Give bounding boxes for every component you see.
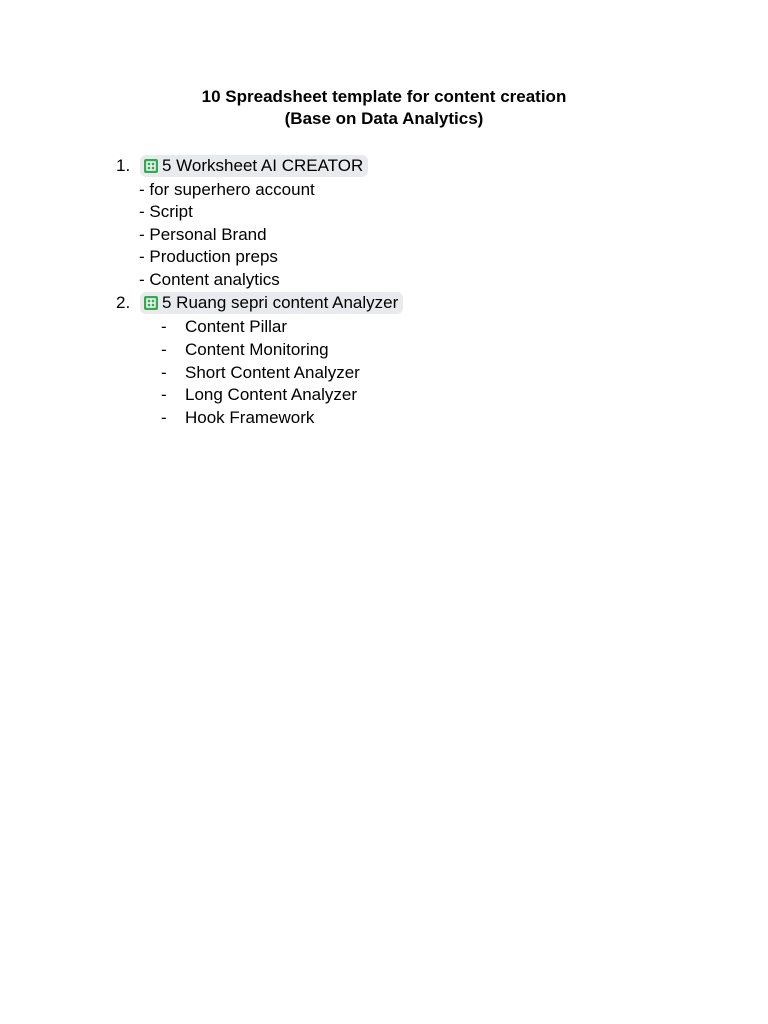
google-sheets-icon [144, 296, 158, 310]
sub-list-bullet: - [161, 340, 167, 359]
list-item-1-line: - Personal Brand [139, 225, 267, 244]
document-title [0, 86, 768, 130]
list-item-1 [116, 154, 368, 178]
sub-list-bullet: - [161, 385, 167, 404]
sub-list-bullet: - [161, 363, 167, 382]
list-item-2 [116, 291, 403, 315]
sub-list-text: Content Monitoring [185, 340, 329, 359]
sub-list-text: Short Content Analyzer [185, 363, 360, 382]
sub-list-text: Hook Framework [185, 408, 315, 427]
title-line-1: 10 Spreadsheet template for content creation [201, 87, 567, 106]
list-item-1-line: - Production preps [139, 247, 278, 266]
file-chip-worksheet-ai-creator[interactable] [140, 155, 368, 177]
sub-list-bullet: - [161, 317, 167, 336]
file-chip-ruang-sepri-content-analyzer[interactable] [140, 292, 403, 314]
title-line-2: (Base on Data Analytics) [284, 109, 484, 128]
list-item-1-line: - Content analytics [139, 270, 280, 289]
list-number: 1. [116, 156, 131, 175]
list-item-1-line: - for superhero account [139, 180, 315, 199]
chip-label: 5 Worksheet AI CREATOR [162, 156, 364, 175]
google-sheets-icon [144, 159, 158, 173]
sub-list-text: Content Pillar [185, 317, 288, 336]
list-number: 2. [116, 293, 131, 312]
sub-list-bullet: - [161, 408, 167, 427]
chip-label: 5 Ruang sepri content Analyzer [162, 293, 399, 312]
list-item-1-line: - Script [139, 202, 193, 221]
sub-list-text: Long Content Analyzer [185, 385, 358, 404]
